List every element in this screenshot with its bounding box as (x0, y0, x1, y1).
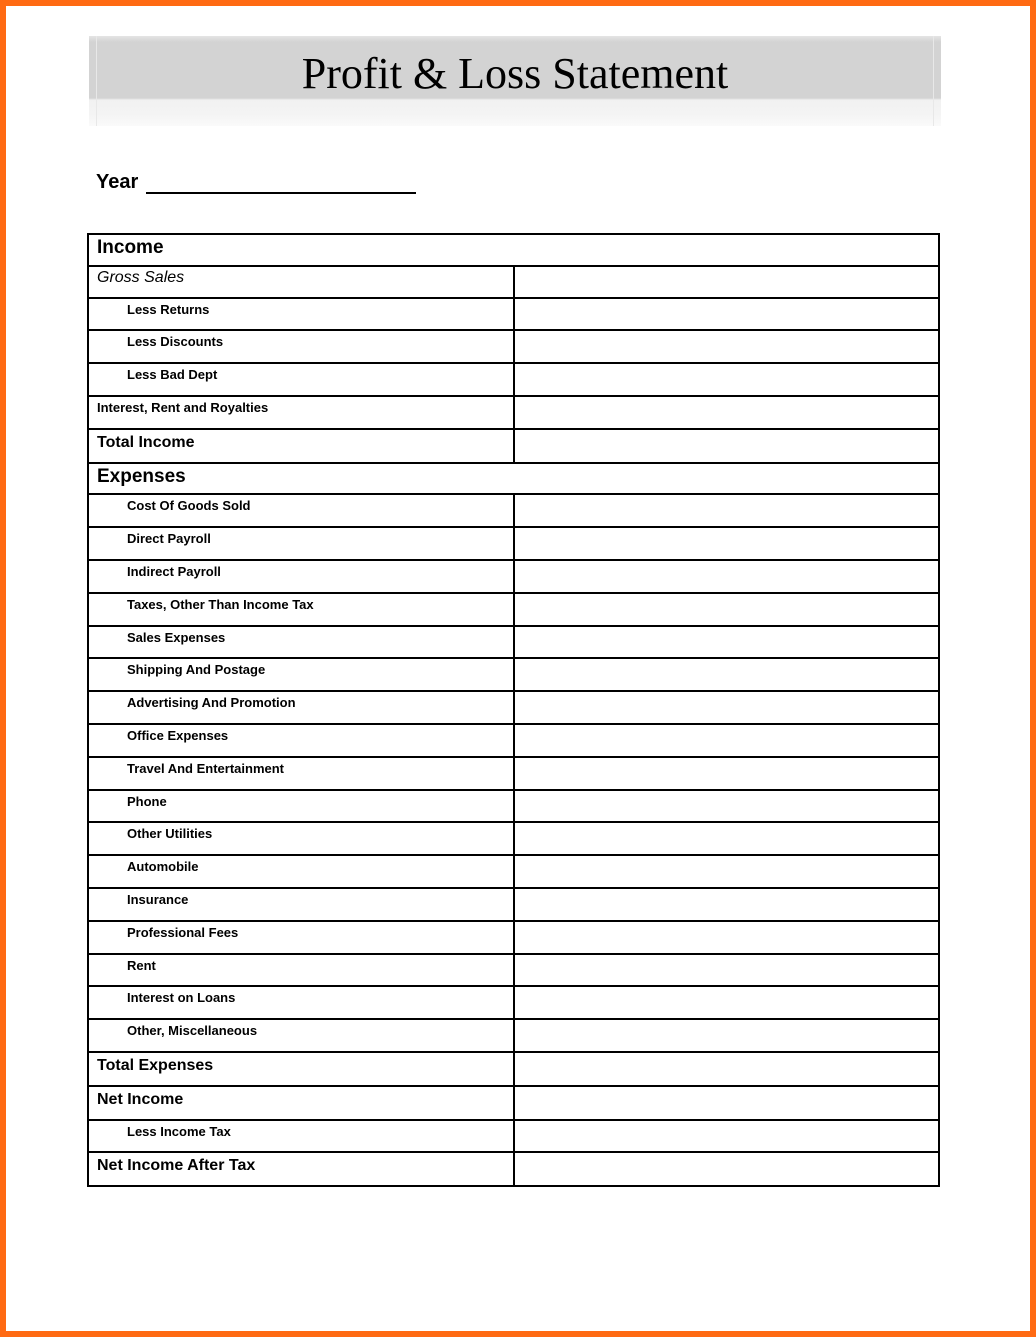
gross-sales-label: Gross Sales (88, 266, 514, 298)
net-income-after-tax-value-cell[interactable] (514, 1152, 940, 1186)
table-row (88, 330, 939, 363)
expense-value-cell[interactable] (514, 757, 940, 790)
expense-value-cell[interactable] (514, 560, 940, 593)
profit-loss-table (87, 233, 940, 1187)
expense-item-label: Office Expenses (88, 724, 514, 757)
expense-item-label: Cost Of Goods Sold (88, 494, 514, 527)
expense-item-label: Shipping And Postage (88, 658, 514, 691)
table-row (88, 888, 939, 921)
less-discounts-label: Less Discounts (88, 330, 514, 363)
expense-value-cell[interactable] (514, 658, 940, 691)
table-row (88, 396, 939, 429)
year-field[interactable] (146, 192, 416, 194)
expense-value-cell[interactable] (514, 527, 940, 560)
interest-rent-royalties-label: Interest, Rent and Royalties (88, 396, 514, 429)
table-row (88, 757, 939, 790)
expense-value-cell[interactable] (514, 888, 940, 921)
less-bad-dept-value-cell[interactable] (514, 363, 940, 396)
expense-item-label: Phone (88, 790, 514, 823)
net-income-value-cell[interactable] (514, 1086, 940, 1120)
expense-value-cell[interactable] (514, 921, 940, 954)
expense-item-label: Automobile (88, 855, 514, 888)
table-row (88, 593, 939, 626)
expense-value-cell[interactable] (514, 1019, 940, 1052)
year-label: Year (96, 171, 139, 193)
net-income-label: Net Income (88, 1086, 514, 1120)
expense-value-cell[interactable] (514, 954, 940, 987)
expense-value-cell[interactable] (514, 855, 940, 888)
table-row (88, 1019, 939, 1052)
net-income-after-tax-label: Net Income After Tax (88, 1152, 514, 1186)
expenses-header-row (88, 463, 939, 495)
page-title: Profit & Loss Statement (301, 49, 729, 98)
expense-item-label: Indirect Payroll (88, 560, 514, 593)
expense-item-label: Other Utilities (88, 822, 514, 855)
gross-sales-value-cell[interactable] (514, 266, 940, 298)
interest-rent-royalties-value-cell[interactable] (514, 396, 940, 429)
expense-item-label: Professional Fees (88, 921, 514, 954)
table-row (88, 429, 939, 463)
table-row (88, 626, 939, 659)
less-bad-dept-label: Less Bad Dept (88, 363, 514, 396)
expense-item-label: Direct Payroll (88, 527, 514, 560)
less-income-tax-value-cell[interactable] (514, 1120, 940, 1153)
total-expenses-label: Total Expenses (88, 1052, 514, 1086)
table-row (88, 1152, 939, 1186)
expense-item-label: Interest on Loans (88, 986, 514, 1019)
table-row (88, 298, 939, 331)
expense-item-label: Taxes, Other Than Income Tax (88, 593, 514, 626)
less-discounts-value-cell[interactable] (514, 330, 940, 363)
table-row (88, 1052, 939, 1086)
expense-value-cell[interactable] (514, 790, 940, 823)
title-band (89, 36, 941, 126)
expense-item-label: Advertising And Promotion (88, 691, 514, 724)
expense-item-label: Sales Expenses (88, 626, 514, 659)
total-income-label: Total Income (88, 429, 514, 463)
expense-value-cell[interactable] (514, 822, 940, 855)
table-row (88, 1086, 939, 1120)
table-row (88, 986, 939, 1019)
expense-value-cell[interactable] (514, 494, 940, 527)
expense-value-cell[interactable] (514, 593, 940, 626)
less-returns-label: Less Returns (88, 298, 514, 331)
table-row (88, 691, 939, 724)
income-section-header: Income (88, 234, 939, 266)
less-income-tax-label: Less Income Tax (88, 1120, 514, 1153)
table-row (88, 527, 939, 560)
table-row (88, 266, 939, 298)
table-row (88, 855, 939, 888)
table-row (88, 724, 939, 757)
income-header-row (88, 234, 939, 266)
table-row (88, 1120, 939, 1153)
table-row (88, 954, 939, 987)
expense-item-label: Other, Miscellaneous (88, 1019, 514, 1052)
table-row (88, 494, 939, 527)
table-row (88, 658, 939, 691)
table-row (88, 560, 939, 593)
total-income-value-cell[interactable] (514, 429, 940, 463)
expense-item-label: Insurance (88, 888, 514, 921)
expense-value-cell[interactable] (514, 986, 940, 1019)
expense-value-cell[interactable] (514, 691, 940, 724)
table-row (88, 921, 939, 954)
expense-item-label: Rent (88, 954, 514, 987)
table-row (88, 822, 939, 855)
expense-item-label: Travel And Entertainment (88, 757, 514, 790)
expenses-section-header: Expenses (88, 463, 939, 495)
total-expenses-value-cell[interactable] (514, 1052, 940, 1086)
table-row (88, 790, 939, 823)
expense-value-cell[interactable] (514, 724, 940, 757)
less-returns-value-cell[interactable] (514, 298, 940, 331)
table-row (88, 363, 939, 396)
expense-value-cell[interactable] (514, 626, 940, 659)
